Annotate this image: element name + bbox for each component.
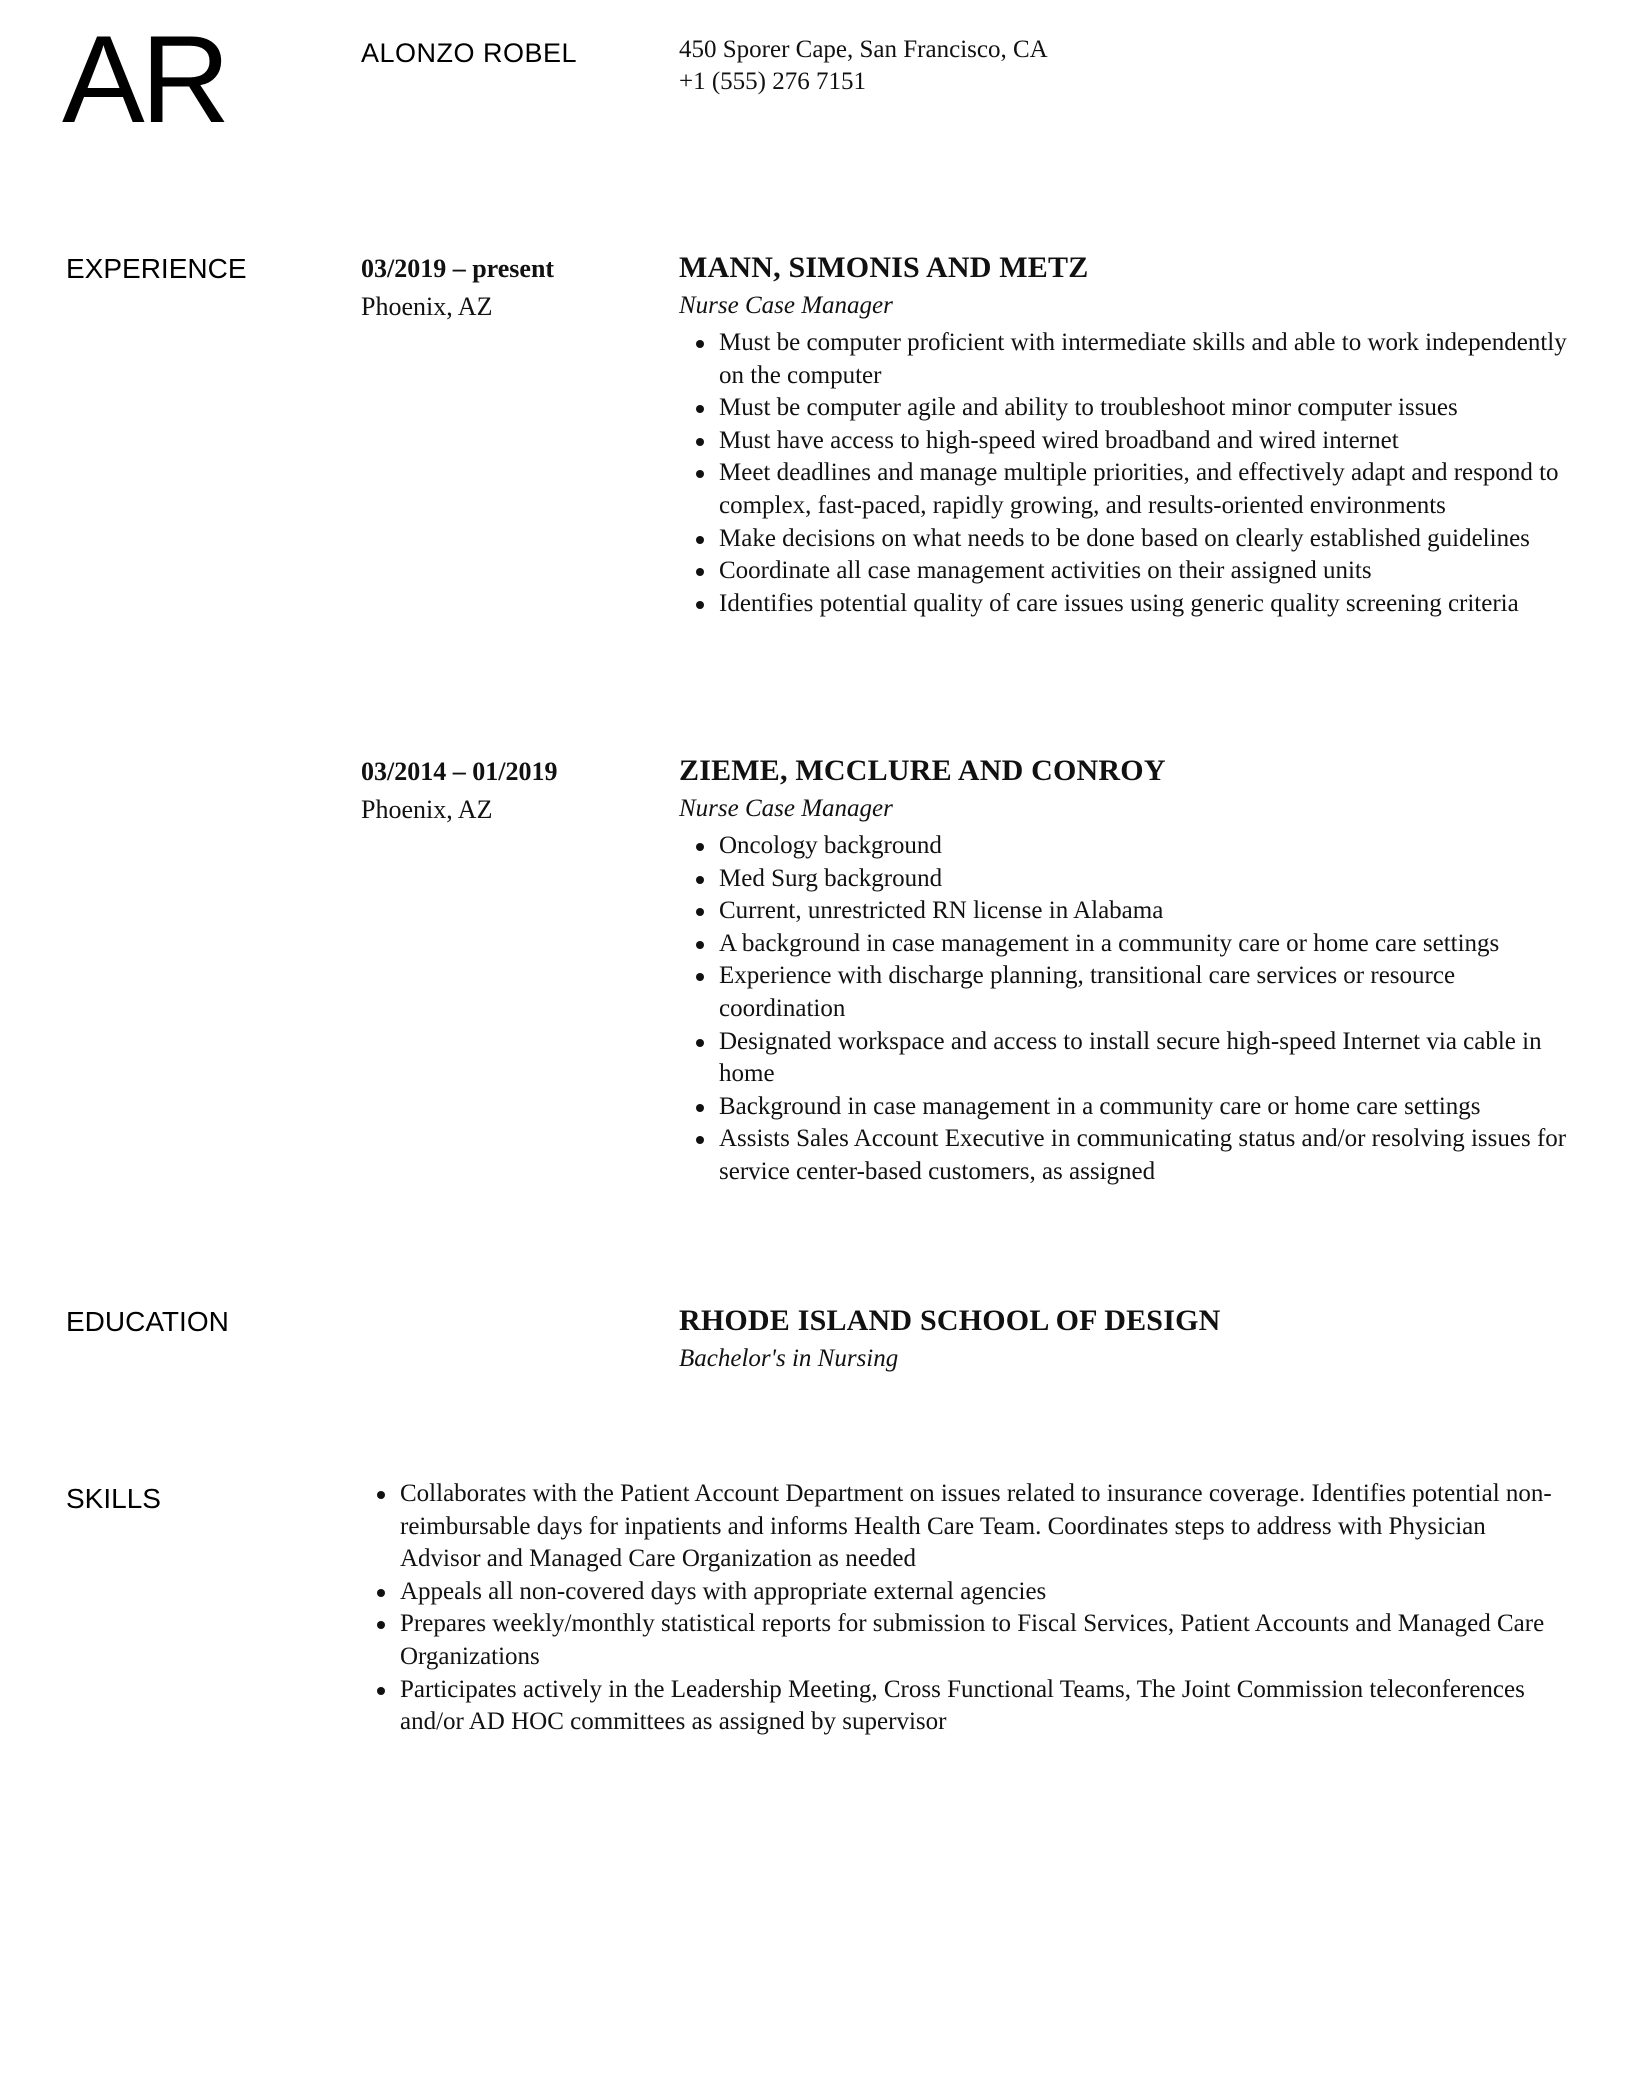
company-name: ZIEME, MCCLURE AND CONROY bbox=[679, 754, 1166, 787]
company-name: MANN, SIMONIS AND METZ bbox=[679, 251, 1089, 284]
skills-bullets bbox=[361, 1478, 1571, 1739]
list-item: Must be computer agile and ability to troubleshoot minor computer issues bbox=[719, 392, 1569, 425]
phone: +1 (555) 276 7151 bbox=[679, 68, 866, 95]
list-item: Collaborates with the Patient Account Department on issues related to insurance coverage. Identifies potential non-reimbursable days for inpatients and informs Health Care Team. Coordinates steps to address with Physician Advisor and Managed Care Organization as needed bbox=[400, 1478, 1571, 1576]
list-item: Appeals all non-covered days with appropriate external agencies bbox=[400, 1576, 1571, 1609]
job-2-meta bbox=[361, 755, 557, 828]
list-item: Must be computer proficient with intermediate skills and able to work independently on the computer bbox=[719, 327, 1569, 392]
list-item: Background in case management in a community care or home care settings bbox=[719, 1091, 1569, 1124]
list-item: Meet deadlines and manage multiple priorities, and effectively adapt and respond to complex, fast-paced, rapidly growing, and results-oriented environments bbox=[719, 457, 1569, 522]
job-1-meta bbox=[361, 252, 554, 325]
candidate-name: ALONZO ROBEL bbox=[361, 38, 578, 68]
experience-heading: EXPERIENCE bbox=[66, 253, 247, 284]
job-2-responsibilities bbox=[679, 830, 1569, 1189]
list-item: Make decisions on what needs to be done based on clearly established guidelines bbox=[719, 523, 1569, 556]
education-heading: EDUCATION bbox=[66, 1306, 229, 1337]
contact-block bbox=[679, 34, 1048, 98]
list-item: Current, unrestricted RN license in Alabama bbox=[719, 895, 1569, 928]
list-item: Designated workspace and access to install secure high-speed Internet via cable in home bbox=[719, 1026, 1569, 1091]
job-2 bbox=[679, 753, 1569, 1189]
list-item: A background in case management in a community care or home care settings bbox=[719, 928, 1569, 961]
school-name: RHODE ISLAND SCHOOL OF DESIGN bbox=[679, 1304, 1221, 1337]
degree: Bachelor's in Nursing bbox=[679, 1345, 899, 1372]
job-location: Phoenix, AZ bbox=[361, 795, 493, 824]
job-role: Nurse Case Manager bbox=[679, 795, 893, 822]
job-1-responsibilities bbox=[679, 327, 1569, 620]
skills-heading: SKILLS bbox=[66, 1483, 161, 1514]
job-1 bbox=[679, 250, 1569, 620]
list-item: Coordinate all case management activities on their assigned units bbox=[719, 555, 1569, 588]
job-location: Phoenix, AZ bbox=[361, 292, 493, 321]
list-item: Oncology background bbox=[719, 830, 1569, 863]
job-dates: 03/2014 – 01/2019 bbox=[361, 757, 558, 786]
list-item: Must have access to high-speed wired broadband and wired internet bbox=[719, 425, 1569, 458]
job-dates: 03/2019 – present bbox=[361, 254, 555, 283]
monogram: AR bbox=[62, 11, 227, 149]
job-role: Nurse Case Manager bbox=[679, 292, 893, 319]
education-entry bbox=[679, 1303, 1569, 1376]
list-item: Med Surg background bbox=[719, 863, 1569, 896]
skills-list bbox=[361, 1478, 1571, 1739]
list-item: Identifies potential quality of care issues using generic quality screening criteria bbox=[719, 588, 1569, 621]
list-item: Assists Sales Account Executive in communicating status and/or resolving issues for service center-based customers, as assigned bbox=[719, 1123, 1569, 1188]
list-item: Prepares weekly/monthly statistical reports for submission to Fiscal Services, Patient Accounts and Managed Care Organizations bbox=[400, 1608, 1571, 1673]
list-item: Participates actively in the Leadership Meeting, Cross Functional Teams, The Joint Commission teleconferences and/or AD HOC committees as assigned by supervisor bbox=[400, 1674, 1571, 1739]
list-item: Experience with discharge planning, transitional care services or resource coordination bbox=[719, 960, 1569, 1025]
address: 450 Sporer Cape, San Francisco, CA bbox=[679, 36, 1048, 63]
